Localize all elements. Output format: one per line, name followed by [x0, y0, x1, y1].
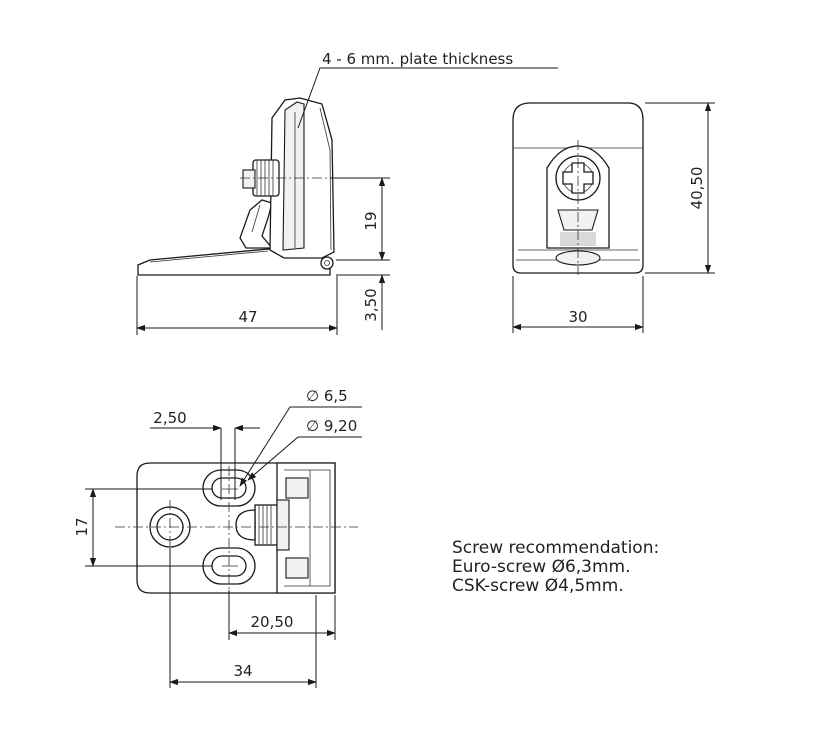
dim-front-width: 30 — [568, 308, 588, 326]
dia-small-label: ∅ 6,5 — [306, 387, 348, 405]
dim-top-offset: 2,50 — [153, 409, 187, 427]
front-view — [513, 103, 715, 333]
dim-side-height: 19 — [362, 211, 380, 231]
dim-side-length: 47 — [238, 308, 258, 326]
dim-top-hole-spacing: 17 — [73, 517, 91, 537]
top-view — [85, 407, 362, 688]
screw-note-euro: Euro-screw Ø6,3mm. — [452, 557, 631, 577]
side-view — [137, 68, 558, 335]
dim-side-base-height: 3,50 — [362, 288, 380, 322]
dim-front-height: 40,50 — [688, 166, 706, 210]
dia-large-label: ∅ 9,20 — [306, 417, 358, 435]
screw-note-title: Screw recommendation: — [452, 538, 660, 558]
screw-note-csk: CSK-screw Ø4,5mm. — [452, 576, 624, 596]
dim-top-length: 34 — [233, 662, 253, 680]
dim-top-hole-to-axis: 20,50 — [250, 613, 294, 631]
plate-thickness-label: 4 - 6 mm. plate thickness — [322, 50, 514, 68]
